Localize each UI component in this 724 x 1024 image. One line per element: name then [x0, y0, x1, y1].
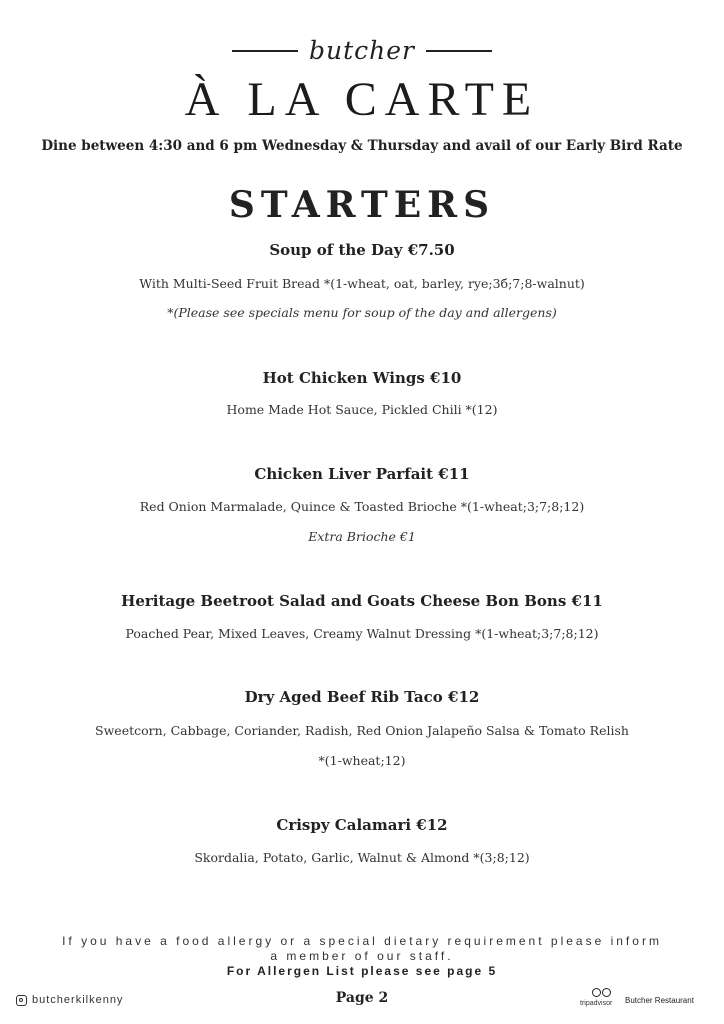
item-note: *(Please see specials menu for soup of the day and allergens) — [167, 305, 557, 320]
item-description: Red Onion Marmalade, Quince & Toasted Brioche *(1-wheat;3;7;8;12) — [139, 499, 585, 514]
tripadvisor-badge[interactable] — [580, 988, 720, 1014]
item-allergens: *(1-wheat;12) — [318, 753, 406, 768]
allergy-notice-line2: a member of our staff. — [270, 949, 454, 963]
item-description: Skordalia, Potato, Garlic, Walnut & Almond *(3;8;12) — [194, 850, 530, 865]
page-number: Page 2 — [335, 990, 389, 1006]
item-note: Extra Brioche €1 — [308, 529, 416, 544]
item-description: Home Made Hot Sauce, Pickled Chili *(12) — [226, 402, 498, 417]
instagram-text: butcherkilkenny — [32, 994, 124, 1006]
item-description: With Multi-Seed Fruit Bread *(1-wheat, oat, barley, rye;3б;7;8-walnut) — [139, 276, 585, 291]
item-name: Crispy Calamari €12 — [276, 816, 448, 834]
allergen-list-note: For Allergen List please see page 5 — [226, 964, 498, 978]
brand-logo — [0, 36, 724, 66]
item-name: Chicken Liver Parfait €11 — [254, 465, 470, 483]
early-bird-note: Dine between 4:30 and 6 pm Wednesday & Thursday and avail of our Early Bird Rate — [41, 138, 683, 154]
brand-word: butcher — [309, 36, 415, 65]
tripadvisor-label: tripadvisor — [580, 1000, 613, 1007]
page-title: À LA CARTE — [184, 73, 540, 126]
tripadvisor-owl-icon — [592, 988, 612, 999]
allergy-notice: If you have a food allergy or a special dietary requirement please inform — [62, 934, 662, 948]
item-description: Sweetcorn, Cabbage, Coriander, Radish, Red Onion Jalapeño Salsa & Tomato Relish — [95, 723, 629, 738]
item-name: Heritage Beetroot Salad and Goats Cheese Bon Bons €11 — [121, 592, 603, 610]
brand-line-left — [232, 50, 298, 52]
item-name: Dry Aged Beef Rib Taco €12 — [244, 688, 480, 706]
item-description: Poached Pear, Mixed Leaves, Creamy Walnut Dressing *(1-wheat;3;7;8;12) — [125, 626, 599, 641]
restaurant-name: Butcher Restaurant — [625, 996, 694, 1005]
item-name: Soup of the Day €7.50 — [269, 241, 455, 259]
section-title: STARTERS — [228, 184, 496, 226]
brand-line-right — [426, 50, 492, 52]
item-name: Hot Chicken Wings €10 — [262, 369, 462, 387]
